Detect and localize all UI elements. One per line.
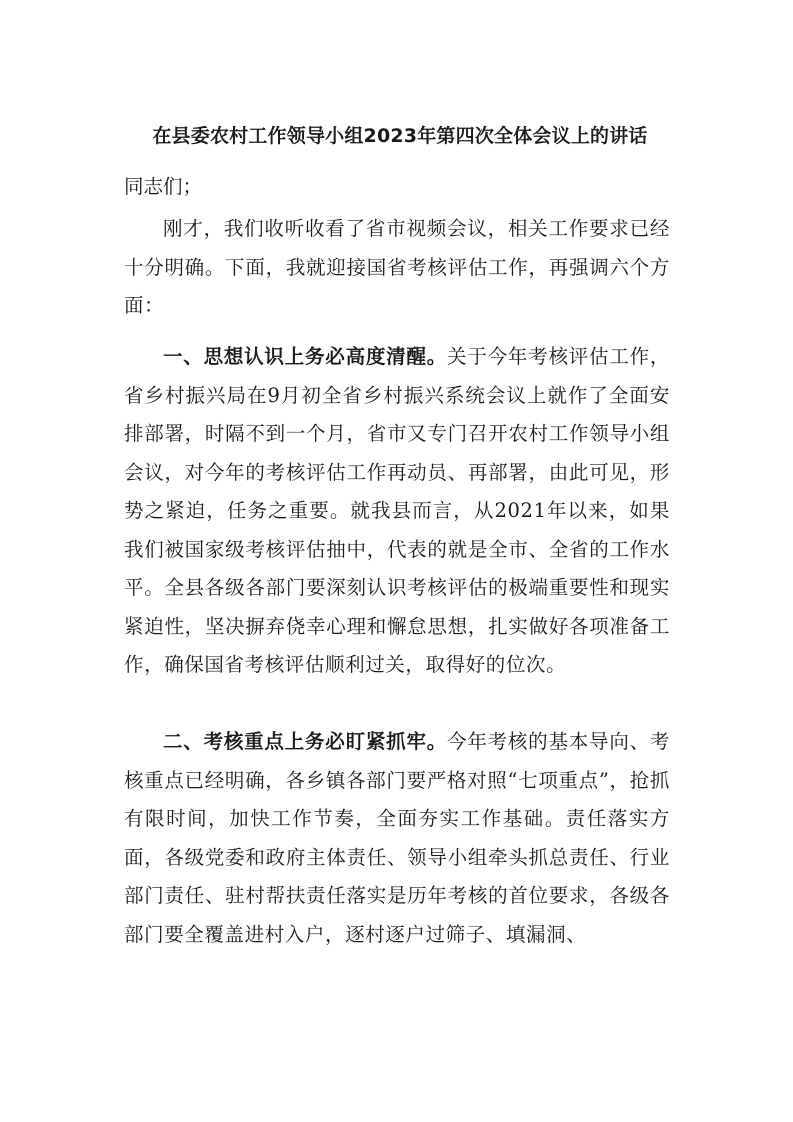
section-heading: 一、思想认识上务必高度清醒。 (163, 345, 448, 368)
paragraph-intro (124, 210, 670, 326)
section-heading: 二、考核重点上务必盯紧抓牢。 (163, 730, 448, 753)
salutation: 同志们； (124, 175, 203, 198)
document-title: 在县委农村工作领导小组2023年第四次全体会议上的讲话 (152, 125, 648, 147)
paragraph-text: 关于今年考核评估工作，省乡村振兴局在9月初全省乡村振兴系统会议上就作了全面安排部署，时隔不到一个月，省市又专门召开农村工作领导小组会议，对今年的考核评估工作再动员、再部署，由此可见，形势之紧迫，任务之重要。就我县而言，从2021年以来，如果我们被国家级考核评估抽中，代表的就是全市、全省的工作水平。全县各级各部门要深刻认识考核评估的极端重要性和现实紧迫性，坚决摒弃侥幸心理和懈怠思想，扎实做好各项准备工作，确保国省考核评估顺利过关，取得好的位次。 (124, 345, 670, 676)
paragraph-text: 刚才，我们收听收看了省市视频会议，相关工作要求已经十分明确。下面，我就迎接国省考核评估工作，再强调六个方面： (124, 217, 670, 317)
paragraph-section-1 (124, 338, 670, 685)
paragraph-text: 今年考核的基本导向、考核重点已经明确，各乡镇各部门要严格对照“七项重点”，抢抓有限时间，加快工作节奏，全面夯实工作基础。责任落实方面，各级党委和政府主体责任、领导小组牵头抓总责任、行业部门责任、驻村帮扶责任落实是历年考核的首位要求，各级各部门要全覆盖进村入户，逐村逐户过筛子、填漏洞、 (124, 730, 670, 946)
paragraph-section-2 (124, 723, 670, 954)
